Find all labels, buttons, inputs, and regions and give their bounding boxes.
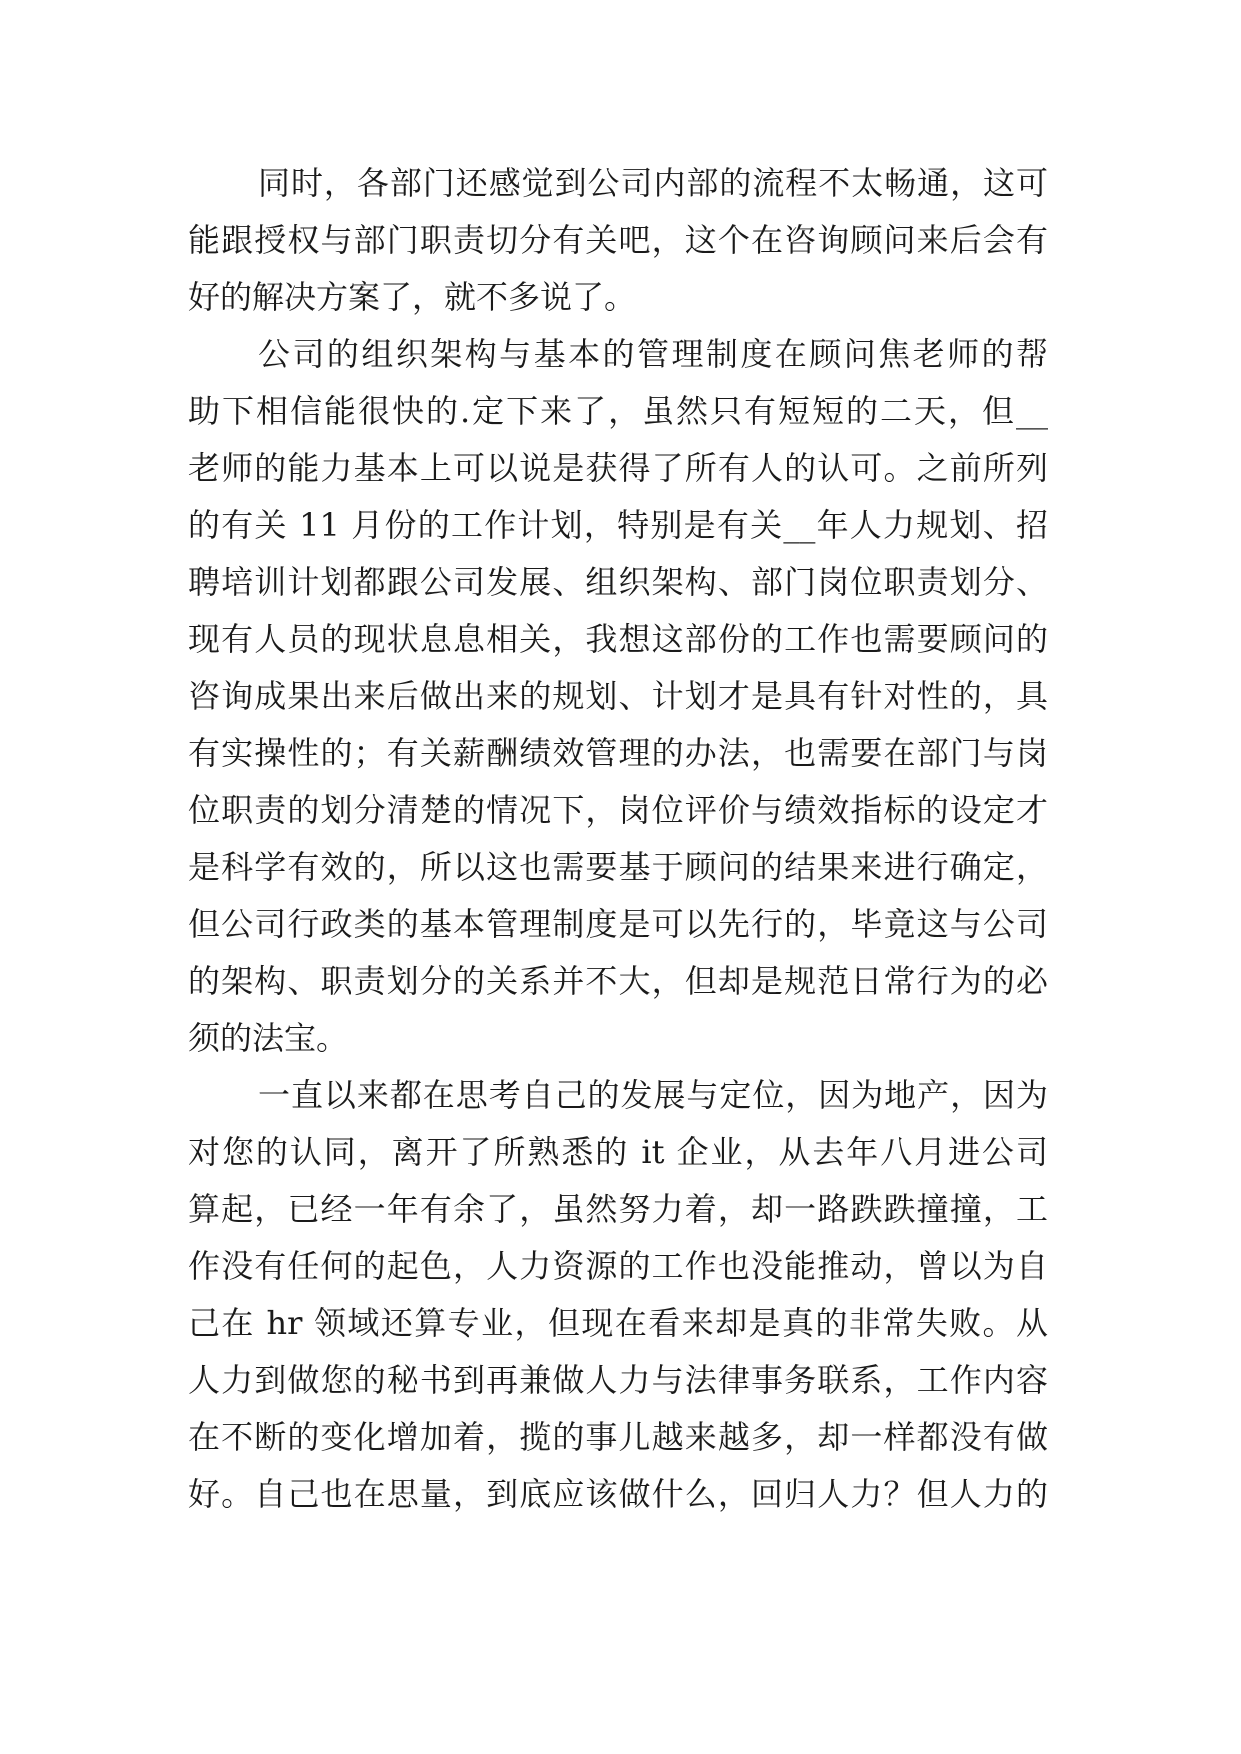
paragraph-1	[188, 155, 1048, 326]
paragraph-2	[188, 326, 1048, 1067]
text-line: 公司的组织架构与基本的管理制度在顾问焦老师的帮	[258, 335, 1048, 373]
text-line: 聘培训计划都跟公司发展、组织架构、部门岗位职责划分、	[188, 563, 1048, 601]
text-line: 的架构、职责划分的关系并不大，但却是规范日常行为的必	[188, 962, 1048, 1000]
text-line: 人力到做您的秘书到再兼做人力与法律事务联系，工作内容	[188, 1361, 1048, 1399]
text-line: 现有人员的现状息息相关，我想这部份的工作也需要顾问的	[188, 620, 1048, 658]
text-line: 须的法宝。	[188, 1019, 349, 1057]
text-line: 一直以来都在思考自己的发展与定位，因为地产，因为	[258, 1076, 1048, 1114]
text-line: 算起，已经一年有余了，虽然努力着，却一路跌跌撞撞，工	[188, 1190, 1048, 1228]
text-line: 位职责的划分清楚的情况下，岗位评价与绩效指标的设定才	[188, 791, 1048, 829]
text-line: 好的解决方案了，就不多说了。	[188, 278, 637, 316]
text-line: 同时，各部门还感觉到公司内部的流程不太畅通，这可	[258, 164, 1048, 202]
text-line: 在不断的变化增加着，揽的事儿越来越多，却一样都没有做	[188, 1418, 1048, 1456]
text-line: 但公司行政类的基本管理制度是可以先行的，毕竟这与公司	[188, 905, 1048, 943]
paragraph-3	[188, 1067, 1048, 1523]
text-line: 是科学有效的，所以这也需要基于顾问的结果来进行确定，	[188, 848, 1048, 886]
text-line: 咨询成果出来后做出来的规划、计划才是具有针对性的，具	[188, 677, 1048, 715]
text-line: 老师的能力基本上可以说是获得了所有人的认可。之前所列	[188, 449, 1048, 487]
text-line: 好。自己也在思量，到底应该做什么，回归人力？但人力的	[188, 1475, 1048, 1513]
text-line: 对您的认同，离开了所熟悉的 it 企业，从去年八月进公司	[188, 1133, 1048, 1171]
document-body	[188, 155, 1048, 1523]
text-line: 作没有任何的起色，人力资源的工作也没能推动，曾以为自	[188, 1247, 1048, 1285]
text-line: 己在 hr 领域还算专业，但现在看来却是真的非常失败。从	[188, 1304, 1048, 1342]
text-line: 有实操性的；有关薪酬绩效管理的办法，也需要在部门与岗	[188, 734, 1048, 772]
text-line: 的有关 11 月份的工作计划，特别是有关__年人力规划、招	[188, 506, 1048, 544]
text-line: 助下相信能很快的.定下来了，虽然只有短短的二天，但__	[188, 392, 1048, 430]
text-line: 能跟授权与部门职责切分有关吧，这个在咨询顾问来后会有	[188, 221, 1048, 259]
